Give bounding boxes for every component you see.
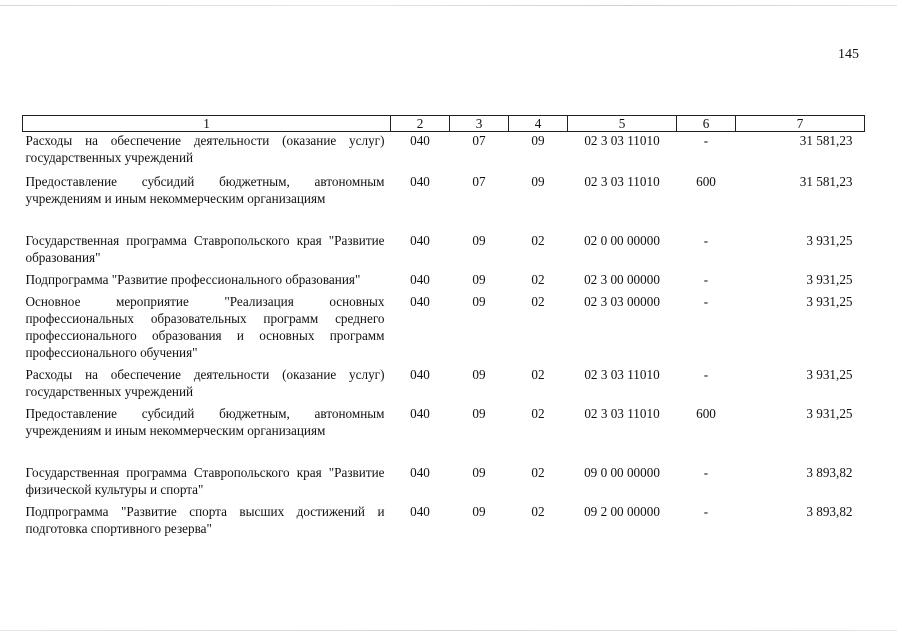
row-amount: 31 581,23	[799, 133, 853, 148]
row-col-5: 02 3 00 00000	[584, 272, 660, 287]
row-col-2: 040	[410, 504, 430, 519]
page-number: 145	[838, 47, 859, 62]
row-col-4: 09	[531, 133, 545, 148]
row-col-6: -	[703, 294, 709, 309]
row-col-3: 09	[472, 465, 486, 480]
row-col-5: 02 3 03 11010	[584, 367, 660, 382]
table-row	[23, 405, 865, 464]
budget-table	[22, 115, 865, 537]
row-col-3: 09	[472, 294, 486, 309]
table-row	[23, 366, 865, 405]
table-header-row	[23, 116, 865, 132]
table-row	[23, 464, 865, 503]
row-col-4: 09	[531, 174, 545, 189]
row-col-4: 02	[531, 504, 545, 519]
row-col-4: 02	[531, 406, 545, 421]
row-name: Предоставление субсидий бюджетным, автономным учреждениям и иным некоммерческим организациям	[25, 174, 385, 206]
row-col-6: -	[703, 367, 709, 382]
row-col-6: 600	[696, 174, 716, 189]
row-col-6: -	[703, 233, 709, 248]
row-amount: 3 931,25	[806, 367, 853, 382]
table-row	[23, 173, 865, 232]
row-col-5: 02 0 00 00000	[584, 233, 660, 248]
header-col-2: 2	[391, 116, 450, 132]
row-name: Расходы на обеспечение деятельности (оказание услуг) государственных учреждений	[25, 133, 385, 165]
row-amount: 3 893,82	[806, 504, 853, 519]
row-name: Государственная программа Ставропольского края "Развитие физической культуры и спорта"	[25, 465, 385, 497]
row-col-2: 040	[410, 174, 430, 189]
row-col-6: -	[703, 133, 709, 148]
row-col-2: 040	[410, 233, 430, 248]
row-amount: 3 893,82	[806, 465, 853, 480]
row-amount: 3 931,25	[806, 272, 853, 287]
row-col-4: 02	[531, 367, 545, 382]
row-col-4: 02	[531, 294, 545, 309]
row-amount: 3 931,25	[806, 233, 853, 248]
row-amount: 3 931,25	[806, 294, 853, 309]
row-amount: 3 931,25	[806, 406, 853, 421]
row-name: Подпрограмма "Развитие профессионального образования"	[25, 272, 361, 287]
row-col-3: 09	[472, 367, 486, 382]
row-col-5: 02 3 03 00000	[584, 294, 660, 309]
row-col-6: 600	[696, 406, 716, 421]
row-amount: 31 581,23	[799, 174, 853, 189]
row-col-2: 040	[410, 294, 430, 309]
row-col-2: 040	[410, 367, 430, 382]
row-col-3: 09	[472, 504, 486, 519]
header-col-6: 6	[677, 116, 736, 132]
header-col-7: 7	[736, 116, 865, 132]
row-col-2: 040	[410, 133, 430, 148]
header-col-4: 4	[509, 116, 568, 132]
table-row	[23, 503, 865, 537]
row-name: Основное мероприятие "Реализация основных профессиональных образовательных программ среднего профессионального образования и основных программ профессионального обучения"	[25, 294, 385, 360]
table-row	[23, 232, 865, 271]
row-col-5: 02 3 03 11010	[584, 174, 660, 189]
row-col-5: 02 3 03 11010	[584, 406, 660, 421]
table-row	[23, 293, 865, 366]
row-col-4: 02	[531, 233, 545, 248]
row-name: Предоставление субсидий бюджетным, автономным учреждениям и иным некоммерческим организациям	[25, 406, 385, 438]
row-col-5: 02 3 03 11010	[584, 133, 660, 148]
row-name: Государственная программа Ставропольского края "Развитие образования"	[25, 233, 385, 265]
row-col-5: 09 2 00 00000	[584, 504, 660, 519]
header-col-5: 5	[568, 116, 677, 132]
row-col-3: 07	[472, 133, 486, 148]
row-col-2: 040	[410, 406, 430, 421]
row-col-6: -	[703, 272, 709, 287]
row-col-6: -	[703, 504, 709, 519]
row-col-2: 040	[410, 272, 430, 287]
header-col-1: 1	[23, 116, 391, 132]
row-name: Подпрограмма "Развитие спорта высших достижений и подготовка спортивного резерва"	[25, 504, 385, 536]
row-col-3: 09	[472, 233, 486, 248]
table-row	[23, 271, 865, 293]
header-col-3: 3	[450, 116, 509, 132]
row-col-4: 02	[531, 465, 545, 480]
scan-edge-bottom	[0, 630, 897, 631]
row-col-3: 07	[472, 174, 486, 189]
row-name: Расходы на обеспечение деятельности (оказание услуг) государственных учреждений	[25, 367, 385, 399]
row-col-3: 09	[472, 406, 486, 421]
row-col-6: -	[703, 465, 709, 480]
table-row	[23, 132, 865, 174]
row-col-4: 02	[531, 272, 545, 287]
row-col-2: 040	[410, 465, 430, 480]
scan-edge-top	[0, 5, 897, 6]
row-col-3: 09	[472, 272, 486, 287]
row-col-5: 09 0 00 00000	[584, 465, 660, 480]
